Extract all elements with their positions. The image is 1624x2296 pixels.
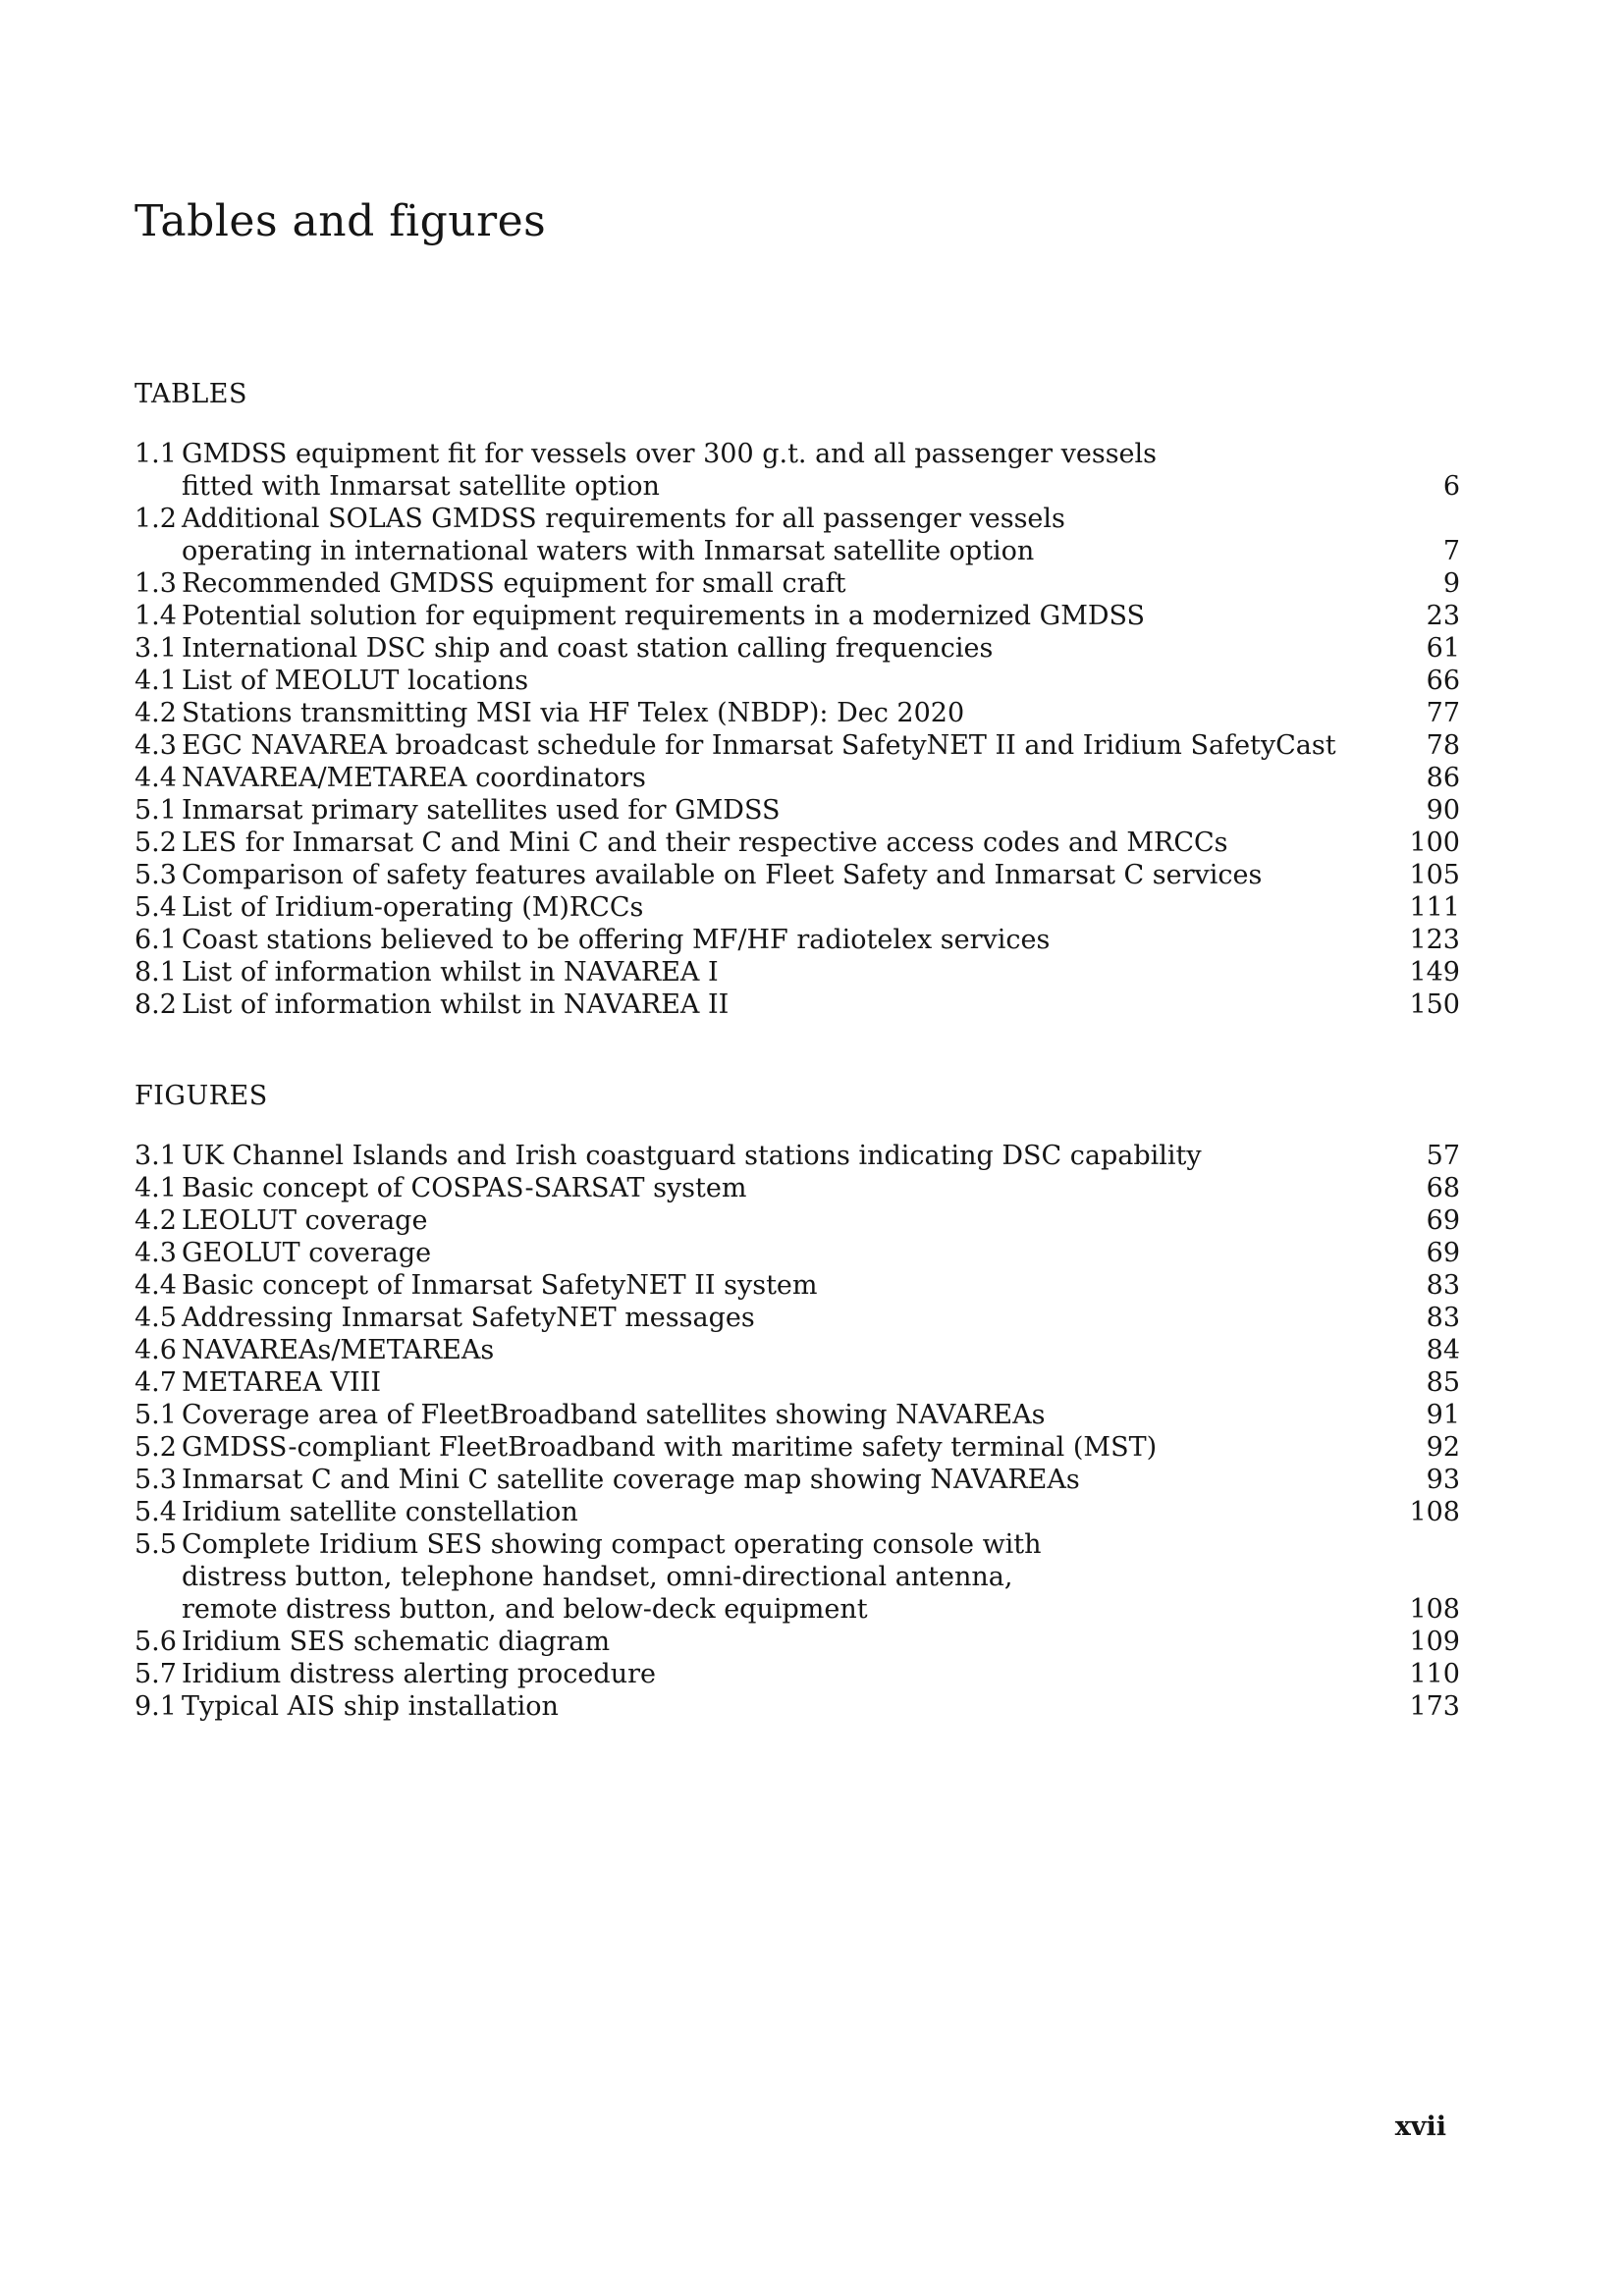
entry-page: 83: [1426, 1303, 1460, 1333]
entry-title-line: Potential solution for equipment requirements in a modernized GMDSS: [182, 601, 1146, 631]
entry-title-line: distress button, telephone handset, omni-directional antenna,: [182, 1562, 1013, 1592]
entry-title: [182, 567, 1405, 600]
entry-page: 91: [1426, 1400, 1460, 1430]
entry-title: [182, 729, 1405, 762]
entry-page: 105: [1409, 860, 1460, 890]
entry-page: 6: [1442, 471, 1460, 502]
entry-number: 1.1: [135, 439, 177, 469]
entry-title-line: List of information whilst in NAVAREA I: [182, 957, 719, 988]
entry-title-line: Iridium distress alerting procedure: [182, 1659, 656, 1689]
entry-page: 7: [1442, 536, 1460, 566]
toc-entry: [135, 924, 1460, 956]
entry-title: [182, 827, 1405, 859]
toc-entry: [135, 1172, 1460, 1204]
toc-entry: [135, 1496, 1460, 1528]
entry-number: 5.3: [135, 1465, 177, 1495]
entry-number: 5.5: [135, 1529, 177, 1560]
entry-number: 4.4: [135, 763, 177, 793]
entry-number: 4.4: [135, 1270, 177, 1301]
entry-page: 149: [1409, 957, 1460, 988]
entry-page: 108: [1409, 1497, 1460, 1527]
toc-entry: [135, 1658, 1460, 1690]
entry-number: 5.6: [135, 1627, 177, 1657]
entry-title-line: Inmarsat primary satellites used for GMDSS: [182, 795, 781, 826]
entry-number: 5.4: [135, 1497, 177, 1527]
toc-entry: [135, 503, 1460, 567]
entry-number: 4.7: [135, 1367, 177, 1398]
entry-number: 4.2: [135, 698, 177, 728]
toc-entry: [135, 567, 1460, 600]
figures-entries: [135, 1140, 1460, 1723]
entry-page: 78: [1426, 730, 1460, 761]
toc-entry: [135, 1431, 1460, 1464]
entry-title: [182, 665, 1405, 697]
toc-entry: [135, 1269, 1460, 1302]
entry-title-line: GMDSS-compliant FleetBroadband with maritime safety terminal (MST): [182, 1432, 1158, 1463]
toc-entry: [135, 697, 1460, 729]
page-title: Tables and figures: [135, 196, 547, 246]
entry-page: 66: [1426, 666, 1460, 696]
entry-title-line: operating in international waters with Inmarsat satellite option: [182, 536, 1035, 566]
tables-section: [135, 378, 1460, 1021]
entry-number: 4.6: [135, 1335, 177, 1365]
entry-title-line: NAVAREA/METAREA coordinators: [182, 763, 646, 793]
entry-number: 5.7: [135, 1659, 177, 1689]
entry-title: [182, 1690, 1405, 1723]
entry-number: 5.1: [135, 795, 177, 826]
toc-entry: [135, 988, 1460, 1021]
toc-entry: [135, 794, 1460, 827]
entry-number: 1.2: [135, 504, 177, 534]
entry-number: 5.4: [135, 892, 177, 923]
tables-heading: TABLES: [135, 379, 248, 409]
entry-title-line: LES for Inmarsat C and Mini C and their respective access codes and MRCCs: [182, 828, 1228, 858]
figures-section: [135, 1080, 1460, 1723]
page-number: xvii: [1394, 2111, 1446, 2142]
entry-page: 93: [1426, 1465, 1460, 1495]
entry-number: 5.2: [135, 1432, 177, 1463]
entry-page: 123: [1409, 925, 1460, 955]
entry-title-line: Comparison of safety features available on Fleet Safety and Inmarsat C services: [182, 860, 1263, 890]
entry-title-line: NAVAREAs/METAREAs: [182, 1335, 495, 1365]
toc-entry: [135, 1366, 1460, 1399]
entry-number: 6.1: [135, 925, 177, 955]
entry-page: 86: [1426, 763, 1460, 793]
entry-page: 68: [1426, 1173, 1460, 1203]
entry-title: [182, 956, 1405, 988]
entry-title-line: Stations transmitting MSI via HF Telex (NBDP): Dec 2020: [182, 698, 965, 728]
entry-page: 61: [1426, 633, 1460, 664]
entry-page: 23: [1426, 601, 1460, 631]
entry-title-line: Basic concept of COSPAS-SARSAT system: [182, 1173, 747, 1203]
entry-page: 90: [1426, 795, 1460, 826]
toc-entry: [135, 729, 1460, 762]
entry-page: 85: [1426, 1367, 1460, 1398]
entry-title-line: Inmarsat C and Mini C satellite coverage map showing NAVAREAs: [182, 1465, 1080, 1495]
entry-title-line: Recommended GMDSS equipment for small craft: [182, 568, 846, 599]
entry-title-line: Iridium satellite constellation: [182, 1497, 578, 1527]
toc-entry: [135, 859, 1460, 891]
entry-title: [182, 1528, 1405, 1626]
entry-title-line: remote distress button, and below-deck equipment: [182, 1594, 868, 1625]
toc-entry: [135, 1237, 1460, 1269]
entry-number: 1.4: [135, 601, 177, 631]
entry-number: 4.3: [135, 730, 177, 761]
toc-entry: [135, 1528, 1460, 1626]
entry-title: [182, 1658, 1405, 1690]
entry-number: 4.1: [135, 666, 177, 696]
entry-number: 9.1: [135, 1691, 177, 1722]
entry-title: [182, 503, 1405, 567]
entry-title: [182, 794, 1405, 827]
entry-number: 4.5: [135, 1303, 177, 1333]
entry-page: 84: [1426, 1335, 1460, 1365]
entry-title: [182, 1431, 1405, 1464]
entry-number: 4.2: [135, 1205, 177, 1236]
entry-page: 150: [1409, 989, 1460, 1020]
entry-number: 3.1: [135, 633, 177, 664]
entry-number: 4.1: [135, 1173, 177, 1203]
toc-entry: [135, 1302, 1460, 1334]
toc-entry: [135, 665, 1460, 697]
entry-title: [182, 438, 1405, 503]
entry-title: [182, 859, 1405, 891]
entry-title-line: Iridium SES schematic diagram: [182, 1627, 611, 1657]
tables-entries: [135, 438, 1460, 1021]
entry-page: 69: [1426, 1205, 1460, 1236]
figures-heading: FIGURES: [135, 1081, 268, 1111]
entry-title: [182, 600, 1405, 632]
entry-number: 8.2: [135, 989, 177, 1020]
toc-entry: [135, 891, 1460, 924]
entry-title-line: International DSC ship and coast station calling frequencies: [182, 633, 994, 664]
entry-title: [182, 1496, 1405, 1528]
entry-title: [182, 1140, 1405, 1172]
toc-entry: [135, 956, 1460, 988]
entry-title-line: LEOLUT coverage: [182, 1205, 428, 1236]
entry-title-line: GMDSS equipment fit for vessels over 300 g.t. and all passenger vessels: [182, 439, 1158, 469]
entry-title-line: Coverage area of FleetBroadband satellites showing NAVAREAs: [182, 1400, 1046, 1430]
entry-title: [182, 1464, 1405, 1496]
entry-page: 173: [1409, 1691, 1460, 1722]
toc-entry: [135, 1399, 1460, 1431]
toc-entry: [135, 762, 1460, 794]
entry-title-line: Addressing Inmarsat SafetyNET messages: [182, 1303, 755, 1333]
entry-title-line: fitted with Inmarsat satellite option: [182, 471, 660, 502]
entry-title-line: Additional SOLAS GMDSS requirements for all passenger vessels: [182, 504, 1065, 534]
toc-entry: [135, 1690, 1460, 1723]
toc-entry: [135, 632, 1460, 665]
entry-title: [182, 632, 1405, 665]
toc-entry: [135, 1334, 1460, 1366]
entry-number: 8.1: [135, 957, 177, 988]
entry-number: 5.2: [135, 828, 177, 858]
toc-entry: [135, 1140, 1460, 1172]
entry-page: 109: [1409, 1627, 1460, 1657]
toc-entry: [135, 1626, 1460, 1658]
entry-page: 57: [1426, 1141, 1460, 1171]
entry-page: 100: [1409, 828, 1460, 858]
entry-title: [182, 762, 1405, 794]
entry-title-line: Basic concept of Inmarsat SafetyNET II system: [182, 1270, 818, 1301]
entry-page: 108: [1409, 1594, 1460, 1625]
entry-title: [182, 988, 1405, 1021]
entry-title-line: METAREA VIII: [182, 1367, 382, 1398]
entry-page: 111: [1409, 892, 1460, 923]
toc-entry: [135, 438, 1460, 503]
toc-entry: [135, 827, 1460, 859]
entry-title-line: EGC NAVAREA broadcast schedule for Inmarsat SafetyNET II and Iridium SafetyCast: [182, 730, 1336, 761]
entry-page: 110: [1409, 1659, 1460, 1689]
entry-title: [182, 1302, 1405, 1334]
entry-title-line: List of information whilst in NAVAREA II: [182, 989, 730, 1020]
entry-title: [182, 1172, 1405, 1204]
entry-page: 9: [1442, 568, 1460, 599]
entry-title-line: GEOLUT coverage: [182, 1238, 432, 1268]
entry-number: 4.3: [135, 1238, 177, 1268]
entry-page: 92: [1426, 1432, 1460, 1463]
entry-title-line: Complete Iridium SES showing compact operating console with: [182, 1529, 1042, 1560]
entry-title: [182, 697, 1405, 729]
toc-entry: [135, 600, 1460, 632]
entry-page: 69: [1426, 1238, 1460, 1268]
entry-page: 77: [1426, 698, 1460, 728]
entry-number: 5.3: [135, 860, 177, 890]
entry-title-line: Typical AIS ship installation: [182, 1691, 559, 1722]
entry-title: [182, 891, 1405, 924]
entry-title-line: Coast stations believed to be offering MF/HF radiotelex services: [182, 925, 1051, 955]
toc-entry: [135, 1464, 1460, 1496]
entry-title: [182, 924, 1405, 956]
entry-title: [182, 1334, 1405, 1366]
entry-page: 83: [1426, 1270, 1460, 1301]
entry-title-line: List of MEOLUT locations: [182, 666, 529, 696]
entry-title-line: UK Channel Islands and Irish coastguard stations indicating DSC capability: [182, 1141, 1202, 1171]
entry-title: [182, 1626, 1405, 1658]
entry-number: 1.3: [135, 568, 177, 599]
entry-title: [182, 1269, 1405, 1302]
toc-entry: [135, 1204, 1460, 1237]
entry-title: [182, 1399, 1405, 1431]
entry-number: 3.1: [135, 1141, 177, 1171]
entry-title-line: List of Iridium-operating (M)RCCs: [182, 892, 644, 923]
entry-number: 5.1: [135, 1400, 177, 1430]
entry-title: [182, 1204, 1405, 1237]
entry-title: [182, 1366, 1405, 1399]
entry-title: [182, 1237, 1405, 1269]
